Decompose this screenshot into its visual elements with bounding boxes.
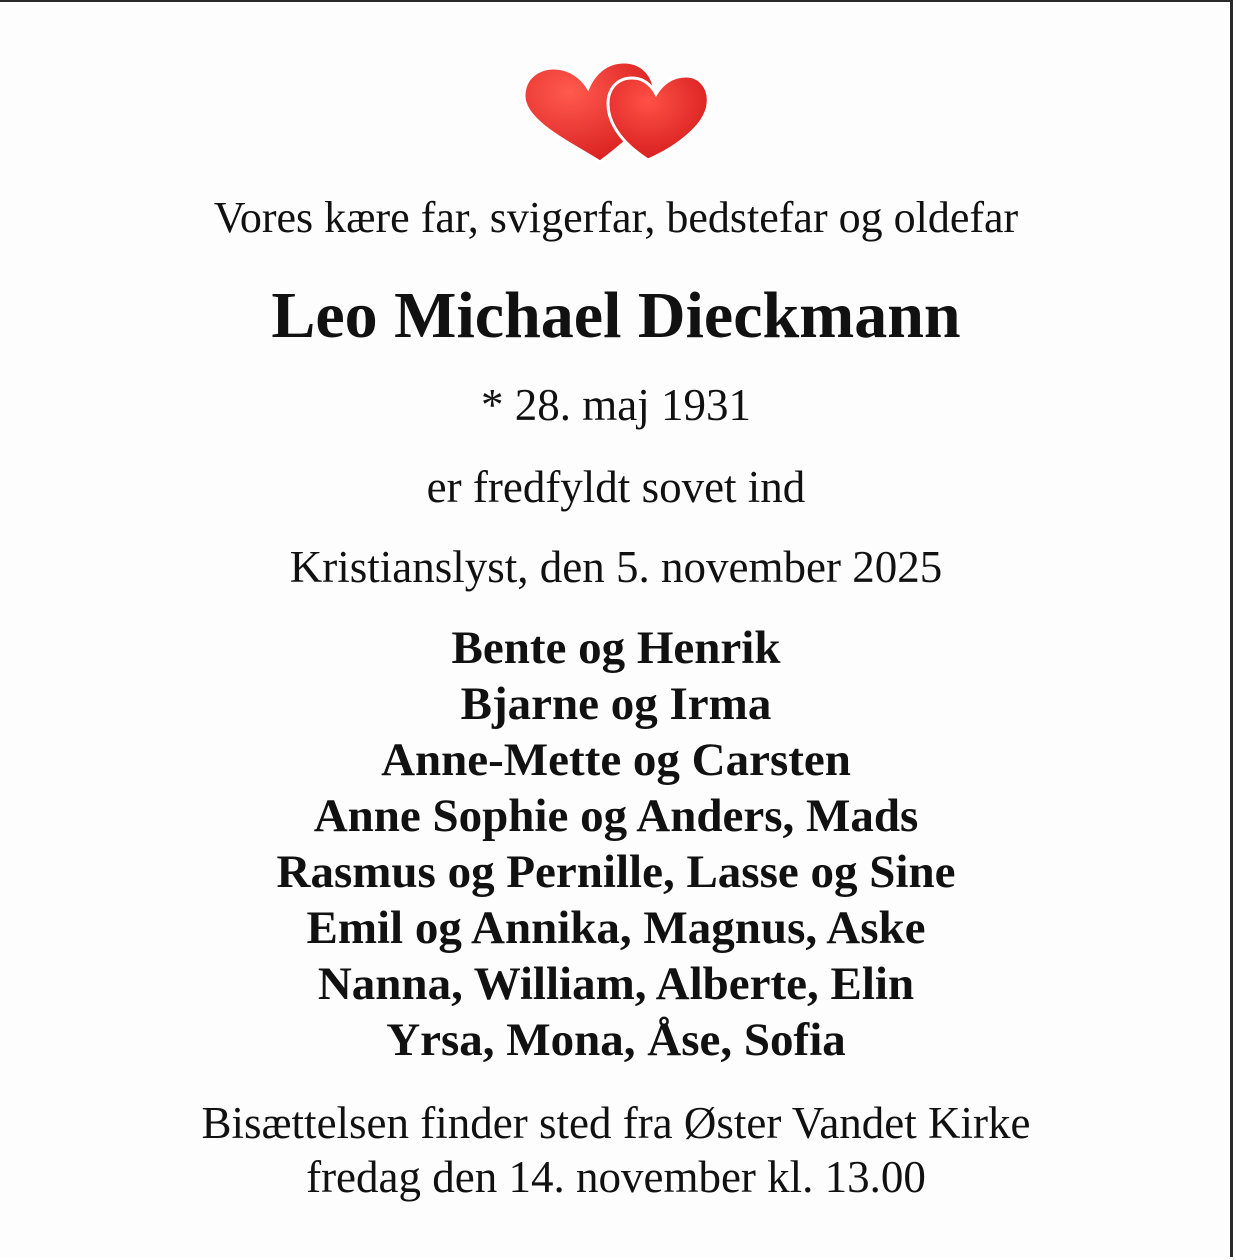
two-hearts-icon [520,60,712,166]
family-member-line: Bente og Henrik [451,622,781,674]
family-member-line: Nanna, William, Alberte, Elin [317,958,915,1010]
family-member-line: Bjarne og Irma [460,678,772,730]
family-member-line: Anne-Mette og Carsten [381,734,851,786]
family-member-line: Rasmus og Pernille, Lasse og Sine [276,846,956,898]
birth-date: * 28. maj 1931 [481,380,751,430]
heart-right [608,76,708,160]
family-member-line: Yrsa, Mona, Åse, Sofia [386,1014,846,1066]
place-and-date: Kristianslyst, den 5. november 2025 [289,542,943,592]
funeral-location: Bisættelsen finder sted fra Øster Vandet Kirke [201,1098,1031,1148]
funeral-time: fredag den 14. november kl. 13.00 [306,1152,926,1202]
passed-text: er fredfyldt sovet ind [426,462,806,512]
family-member-line: Emil og Annika, Magnus, Aske [306,902,926,954]
intro-text: Vores kære far, svigerfar, bedstefar og oldefar [213,193,1019,242]
deceased-name: Leo Michael Dieckmann [271,279,961,352]
family-member-line: Anne Sophie og Anders, Mads [313,790,919,842]
family-list [0,620,1232,1068]
